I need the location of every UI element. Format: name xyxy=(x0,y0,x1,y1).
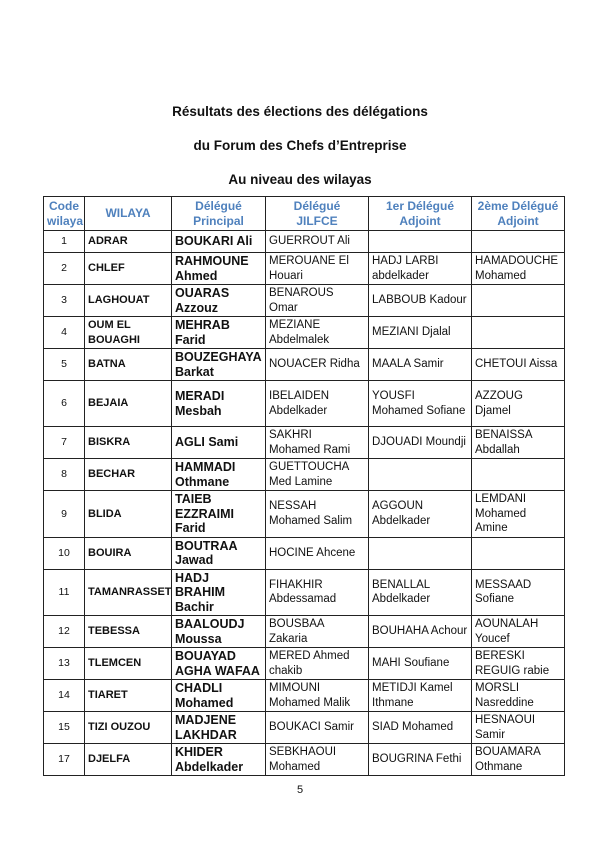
cell-wilaya: TEBESSA xyxy=(85,616,172,648)
cell-code-wilaya: 12 xyxy=(44,616,85,648)
cell-1er-delegue-adjoint: BENALLAL Abdelkader xyxy=(369,569,472,616)
document-title xyxy=(0,104,600,206)
delegations-table xyxy=(43,196,565,776)
header-delegue-jilfce: Délégué JILFCE xyxy=(266,197,369,231)
cell-delegue-jilfce: GUERROUT Ali xyxy=(266,231,369,253)
cell-delegue-jilfce: BOUSBAA Zakaria xyxy=(266,616,369,648)
table-row xyxy=(44,285,565,317)
cell-code-wilaya: 15 xyxy=(44,712,85,744)
cell-2eme-delegue-adjoint: MORSLI Nasreddine xyxy=(472,680,565,712)
cell-code-wilaya: 7 xyxy=(44,427,85,459)
cell-1er-delegue-adjoint: AGGOUN Abdelkader xyxy=(369,491,472,538)
cell-delegue-jilfce: IBELAIDEN Abdelkader xyxy=(266,381,369,427)
cell-wilaya: BOUIRA xyxy=(85,537,172,569)
cell-wilaya: BECHAR xyxy=(85,459,172,491)
cell-2eme-delegue-adjoint: HAMADOUCHE Mohamed xyxy=(472,253,565,285)
cell-2eme-delegue-adjoint: LEMDANI Mohamed Amine xyxy=(472,491,565,538)
header-delegue-principal: Délégué Principal xyxy=(172,197,266,231)
cell-code-wilaya: 9 xyxy=(44,491,85,538)
cell-2eme-delegue-adjoint xyxy=(472,317,565,349)
cell-delegue-jilfce: NOUACER Ridha xyxy=(266,349,369,381)
title-line-3: Au niveau des wilayas xyxy=(228,172,372,187)
cell-delegue-jilfce: MIMOUNI Mohamed Malik xyxy=(266,680,369,712)
cell-1er-delegue-adjoint: YOUSFI Mohamed Sofiane xyxy=(369,381,472,427)
cell-delegue-jilfce: BOUKACI Samir xyxy=(266,712,369,744)
table-row xyxy=(44,680,565,712)
cell-2eme-delegue-adjoint: HESNAOUI Samir xyxy=(472,712,565,744)
cell-1er-delegue-adjoint: HADJ LARBI abdelkader xyxy=(369,253,472,285)
cell-2eme-delegue-adjoint: BERESKI REGUIG rabie xyxy=(472,648,565,680)
cell-2eme-delegue-adjoint: AOUNALAH Youcef xyxy=(472,616,565,648)
cell-wilaya: BLIDA xyxy=(85,491,172,538)
table-row xyxy=(44,253,565,285)
table-row xyxy=(44,712,565,744)
cell-code-wilaya: 13 xyxy=(44,648,85,680)
cell-delegue-principal: BOUAYAD AGHA WAFAA xyxy=(172,648,266,680)
cell-code-wilaya: 3 xyxy=(44,285,85,317)
cell-code-wilaya: 14 xyxy=(44,680,85,712)
cell-code-wilaya: 5 xyxy=(44,349,85,381)
cell-1er-delegue-adjoint xyxy=(369,459,472,491)
table-row xyxy=(44,459,565,491)
table-row xyxy=(44,381,565,427)
table-row xyxy=(44,569,565,616)
cell-2eme-delegue-adjoint: MESSAAD Sofiane xyxy=(472,569,565,616)
table-row xyxy=(44,231,565,253)
cell-1er-delegue-adjoint: DJOUADI Moundji xyxy=(369,427,472,459)
cell-delegue-jilfce: MEZIANE Abdelmalek xyxy=(266,317,369,349)
cell-wilaya: CHLEF xyxy=(85,253,172,285)
table-row xyxy=(44,427,565,459)
header-wilaya: WILAYA xyxy=(85,197,172,231)
cell-delegue-jilfce: BENAROUS Omar xyxy=(266,285,369,317)
table-row xyxy=(44,648,565,680)
cell-delegue-principal: MADJENE LAKHDAR xyxy=(172,712,266,744)
cell-wilaya: TIZI OUZOU xyxy=(85,712,172,744)
cell-2eme-delegue-adjoint xyxy=(472,537,565,569)
cell-2eme-delegue-adjoint xyxy=(472,459,565,491)
header-1er-delegue-adjoint: 1er Délégué Adjoint xyxy=(369,197,472,231)
table-row xyxy=(44,616,565,648)
cell-1er-delegue-adjoint: MAHI Soufiane xyxy=(369,648,472,680)
cell-wilaya: BISKRA xyxy=(85,427,172,459)
cell-code-wilaya: 2 xyxy=(44,253,85,285)
cell-delegue-jilfce: SEBKHAOUI Mohamed xyxy=(266,744,369,776)
cell-delegue-jilfce: MEROUANE El Houari xyxy=(266,253,369,285)
cell-wilaya: LAGHOUAT xyxy=(85,285,172,317)
cell-delegue-jilfce: NESSAH Mohamed Salim xyxy=(266,491,369,538)
cell-code-wilaya: 10 xyxy=(44,537,85,569)
cell-wilaya: ADRAR xyxy=(85,231,172,253)
cell-2eme-delegue-adjoint: CHETOUI Aissa xyxy=(472,349,565,381)
cell-2eme-delegue-adjoint: BENAISSA Abdallah xyxy=(472,427,565,459)
table-header-row xyxy=(44,197,565,231)
cell-1er-delegue-adjoint: MEZIANI Djalal xyxy=(369,317,472,349)
cell-1er-delegue-adjoint: BOUGRINA Fethi xyxy=(369,744,472,776)
cell-code-wilaya: 17 xyxy=(44,744,85,776)
cell-delegue-principal: CHADLI Mohamed xyxy=(172,680,266,712)
cell-1er-delegue-adjoint xyxy=(369,231,472,253)
table-row xyxy=(44,491,565,538)
cell-1er-delegue-adjoint: MAALA Samir xyxy=(369,349,472,381)
title-line-2: du Forum des Chefs d’Entreprise xyxy=(193,138,407,153)
title-line-1: Résultats des élections des délégations xyxy=(172,104,428,119)
cell-delegue-principal: BOUTRAA Jawad xyxy=(172,537,266,569)
cell-1er-delegue-adjoint: LABBOUB Kadour xyxy=(369,285,472,317)
cell-delegue-jilfce: FIHAKHIR Abdessamad xyxy=(266,569,369,616)
cell-wilaya: TIARET xyxy=(85,680,172,712)
cell-code-wilaya: 11 xyxy=(44,569,85,616)
cell-delegue-jilfce: SAKHRI Mohamed Rami xyxy=(266,427,369,459)
cell-1er-delegue-adjoint: BOUHAHA Achour xyxy=(369,616,472,648)
cell-wilaya: BEJAIA xyxy=(85,381,172,427)
cell-1er-delegue-adjoint: METIDJI Kamel Ithmane xyxy=(369,680,472,712)
cell-1er-delegue-adjoint: SIAD Mohamed xyxy=(369,712,472,744)
cell-1er-delegue-adjoint xyxy=(369,537,472,569)
cell-wilaya: TAMANRASSET xyxy=(85,569,172,616)
cell-delegue-principal: AGLI Sami xyxy=(172,427,266,459)
cell-code-wilaya: 4 xyxy=(44,317,85,349)
cell-delegue-principal: HAMMADI Othmane xyxy=(172,459,266,491)
table-row xyxy=(44,744,565,776)
cell-wilaya: BATNA xyxy=(85,349,172,381)
cell-wilaya: TLEMCEN xyxy=(85,648,172,680)
page-number: 5 xyxy=(296,784,304,796)
table-row xyxy=(44,537,565,569)
cell-wilaya: OUM EL BOUAGHI xyxy=(85,317,172,349)
cell-delegue-principal: BOUKARI Ali xyxy=(172,231,266,253)
header-code-wilaya: Code wilaya xyxy=(44,197,85,231)
cell-delegue-principal: KHIDER Abdelkader xyxy=(172,744,266,776)
cell-delegue-principal: OUARAS Azzouz xyxy=(172,285,266,317)
cell-delegue-principal: RAHMOUNE Ahmed xyxy=(172,253,266,285)
cell-delegue-principal: HADJ BRAHIM Bachir xyxy=(172,569,266,616)
cell-code-wilaya: 8 xyxy=(44,459,85,491)
cell-code-wilaya: 1 xyxy=(44,231,85,253)
cell-delegue-principal: TAIEB EZZRAIMI Farid xyxy=(172,491,266,538)
cell-delegue-principal: BAALOUDJ Moussa xyxy=(172,616,266,648)
cell-wilaya: DJELFA xyxy=(85,744,172,776)
header-2eme-delegue-adjoint: 2ème Délégué Adjoint xyxy=(472,197,565,231)
cell-2eme-delegue-adjoint: BOUAMARA Othmane xyxy=(472,744,565,776)
table-row xyxy=(44,317,565,349)
cell-code-wilaya: 6 xyxy=(44,381,85,427)
cell-delegue-principal: BOUZEGHAYA Barkat xyxy=(172,349,266,381)
table-row xyxy=(44,349,565,381)
cell-delegue-jilfce: GUETTOUCHA Med Lamine xyxy=(266,459,369,491)
cell-delegue-jilfce: MERED Ahmed chakib xyxy=(266,648,369,680)
cell-delegue-principal: MERADI Mesbah xyxy=(172,381,266,427)
cell-2eme-delegue-adjoint: AZZOUG Djamel xyxy=(472,381,565,427)
cell-2eme-delegue-adjoint xyxy=(472,231,565,253)
cell-2eme-delegue-adjoint xyxy=(472,285,565,317)
cell-delegue-jilfce: HOCINE Ahcene xyxy=(266,537,369,569)
cell-delegue-principal: MEHRAB Farid xyxy=(172,317,266,349)
